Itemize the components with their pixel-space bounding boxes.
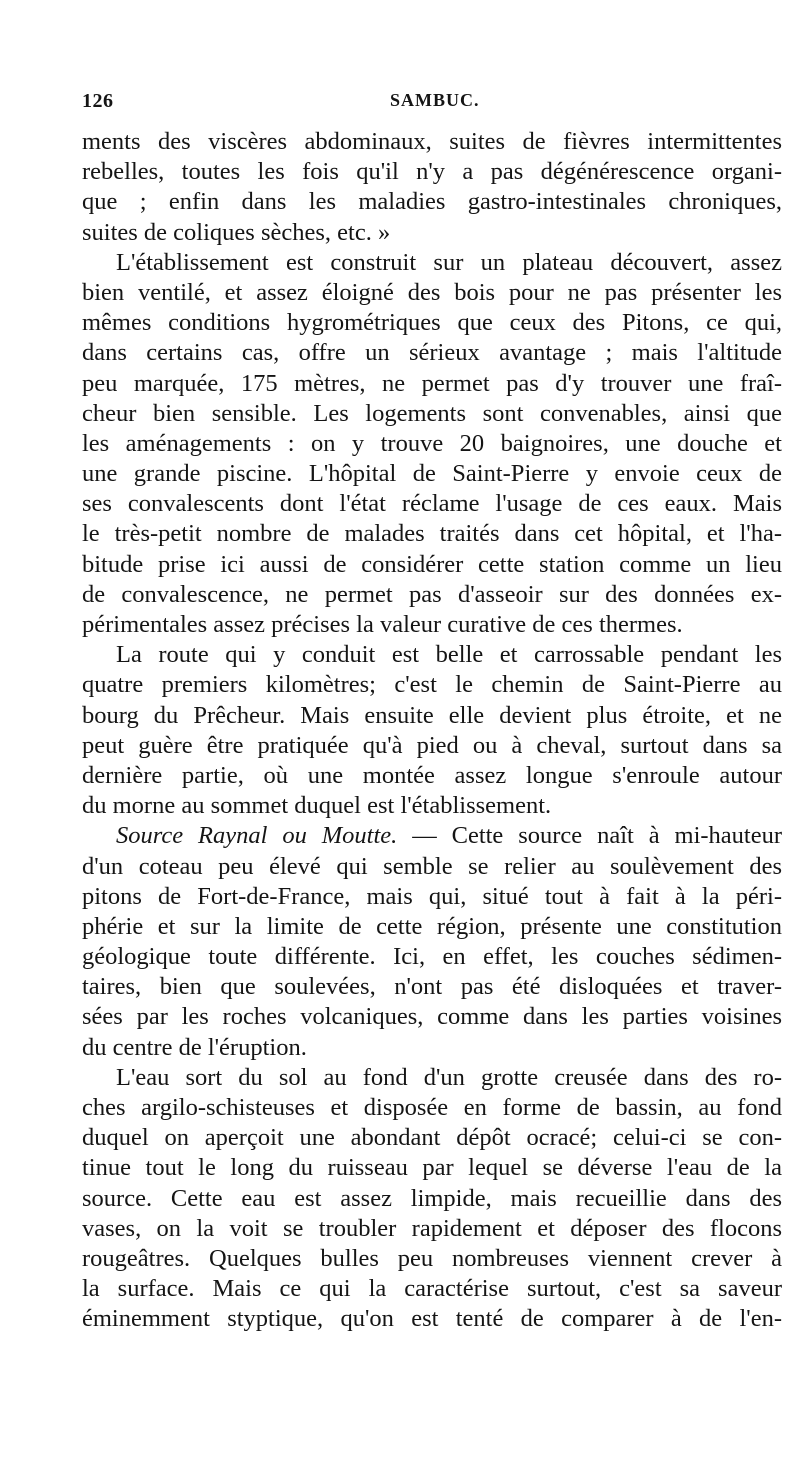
- line-text: L'eau sort du sol au fond d'un grotte creusée dans des ro-: [116, 1063, 782, 1091]
- line-text: rebelles, toutes les fois qu'il n'y a pas dégénérescence organi-: [82, 158, 782, 186]
- line-text: du morne au sommet duquel est l'établissement.: [82, 792, 552, 820]
- line-text: source. Cette eau est assez limpide, mais recueillie dans des: [82, 1184, 782, 1212]
- line-text: suites de coliques sèches, etc. »: [82, 218, 391, 246]
- page-number: 126: [82, 90, 114, 112]
- line-text: le très-petit nombre de malades traités dans cet hôpital, et l'ha-: [82, 520, 782, 548]
- line-text: sées par les roches volcaniques, comme dans les parties voisines: [82, 1003, 782, 1031]
- line-text: les aménagements : on y trouve 20 baignoires, une douche et: [82, 429, 782, 457]
- text-line: [82, 308, 782, 338]
- line-text: cheur bien sensible. Les logements sont convenables, ainsi que: [82, 399, 782, 427]
- line-text: la surface. Mais ce qui la caractérise surtout, c'est sa saveur: [82, 1275, 782, 1303]
- line-text: taires, bien que soulevées, n'ont pas été disloquées et traver-: [82, 973, 782, 1001]
- line-text: La route qui y conduit est belle et carrossable pendant les: [116, 641, 782, 669]
- line-text: bitude prise ici aussi de considérer cette station comme un lieu: [82, 550, 782, 578]
- text-line: [82, 248, 782, 278]
- text-line: [82, 127, 782, 157]
- text-line: [82, 882, 782, 912]
- text-line: [82, 791, 782, 821]
- line-text: peu marquée, 175 mètres, ne permet pas d'y trouver une fraî-: [82, 369, 782, 397]
- line-text: vases, on la voit se troubler rapidement et déposer des flocons: [82, 1214, 782, 1242]
- line-text: peut guère être pratiquée qu'à pied ou à cheval, surtout dans sa: [82, 731, 782, 759]
- line-text: mêmes conditions hygrométriques que ceux des Pitons, ce qui,: [82, 309, 782, 337]
- text-line: [82, 278, 782, 308]
- text-line: [82, 942, 782, 972]
- line-text: éminemment styptique, qu'on est tenté de comparer à de l'en-: [82, 1305, 782, 1333]
- text-line: [82, 187, 782, 217]
- text-line: [82, 429, 782, 459]
- text-line: [82, 489, 782, 519]
- running-head: SAMBUC.: [390, 90, 480, 110]
- line-text: ments des viscères abdominaux, suites de fièvres intermittentes: [82, 128, 782, 155]
- text-line: [82, 670, 782, 700]
- body-text: [82, 127, 782, 1335]
- line-text: dans certains cas, offre un sérieux avantage ; mais l'altitude: [82, 339, 782, 367]
- line-text: — Cette source naît à mi-hauteur: [397, 822, 782, 850]
- text-line: [82, 459, 782, 489]
- text-line: [82, 1184, 782, 1214]
- section-heading-italic: Source Raynal ou Moutte.: [116, 822, 398, 850]
- text-line: [82, 972, 782, 1002]
- line-text: ches argilo-schisteuses et disposée en forme de bassin, au fond: [82, 1094, 782, 1121]
- line-text: bourg du Prêcheur. Mais ensuite elle devient plus étroite, et ne: [82, 701, 782, 729]
- line-text: L'établissement est construit sur un plateau découvert, assez: [116, 248, 782, 276]
- text-line: [82, 369, 782, 399]
- text-line: [82, 1123, 782, 1153]
- text-line: [82, 519, 782, 549]
- line-text: tinue tout le long du ruisseau par lequel se déverse l'eau de la: [82, 1154, 782, 1182]
- text-line: [82, 1304, 782, 1334]
- line-text: dernière partie, où une montée assez longue s'enroule autour: [82, 761, 782, 789]
- text-line: [82, 1033, 782, 1063]
- text-line: [82, 1214, 782, 1244]
- line-text: du centre de l'éruption.: [82, 1033, 307, 1061]
- text-line: [82, 399, 782, 429]
- page-header: [82, 90, 782, 120]
- text-line: [82, 731, 782, 761]
- text-line: [82, 640, 782, 670]
- text-line: [82, 218, 782, 248]
- text-line: [82, 1063, 782, 1093]
- text-line: [82, 821, 782, 851]
- text-line: [82, 1093, 782, 1123]
- text-line: [82, 1274, 782, 1304]
- line-text: que ; enfin dans les maladies gastro-intestinales chroniques,: [82, 188, 782, 216]
- line-text: ses convalescents dont l'état réclame l'usage de ces eaux. Mais: [82, 490, 782, 518]
- text-line: [82, 550, 782, 580]
- line-text: bien ventilé, et assez éloigné des bois pour ne pas présenter les: [82, 278, 782, 306]
- line-text: de convalescence, ne permet pas d'asseoir sur des données ex-: [82, 580, 782, 608]
- text-line: [82, 1153, 782, 1183]
- text-line: [82, 761, 782, 791]
- text-line: [82, 1002, 782, 1032]
- line-text: une grande piscine. L'hôpital de Saint-Pierre y envoie ceux de: [82, 460, 782, 488]
- line-text: rougeâtres. Quelques bulles peu nombreuses viennent crever à: [82, 1244, 782, 1272]
- text-line: [82, 912, 782, 942]
- line-text: géologique toute différente. Ici, en effet, les couches sédimen-: [82, 943, 782, 971]
- text-line: [82, 610, 782, 640]
- text-line: [82, 701, 782, 731]
- line-text: duquel on aperçoit une abondant dépôt ocracé; celui-ci se con-: [82, 1124, 782, 1152]
- text-line: [82, 580, 782, 610]
- line-text: phérie et sur la limite de cette région, présente une constitution: [82, 912, 782, 940]
- line-text: d'un coteau peu élevé qui semble se relier au soulèvement des: [82, 852, 782, 880]
- line-text: quatre premiers kilomètres; c'est le chemin de Saint-Pierre au: [82, 671, 782, 699]
- text-line: [82, 1244, 782, 1274]
- text-line: [82, 157, 782, 187]
- text-line: [82, 852, 782, 882]
- line-text: périmentales assez précises la valeur curative de ces thermes.: [82, 611, 683, 638]
- line-text: pitons de Fort-de-France, mais qui, situé tout à fait à la péri-: [82, 882, 782, 910]
- text-line: [82, 338, 782, 368]
